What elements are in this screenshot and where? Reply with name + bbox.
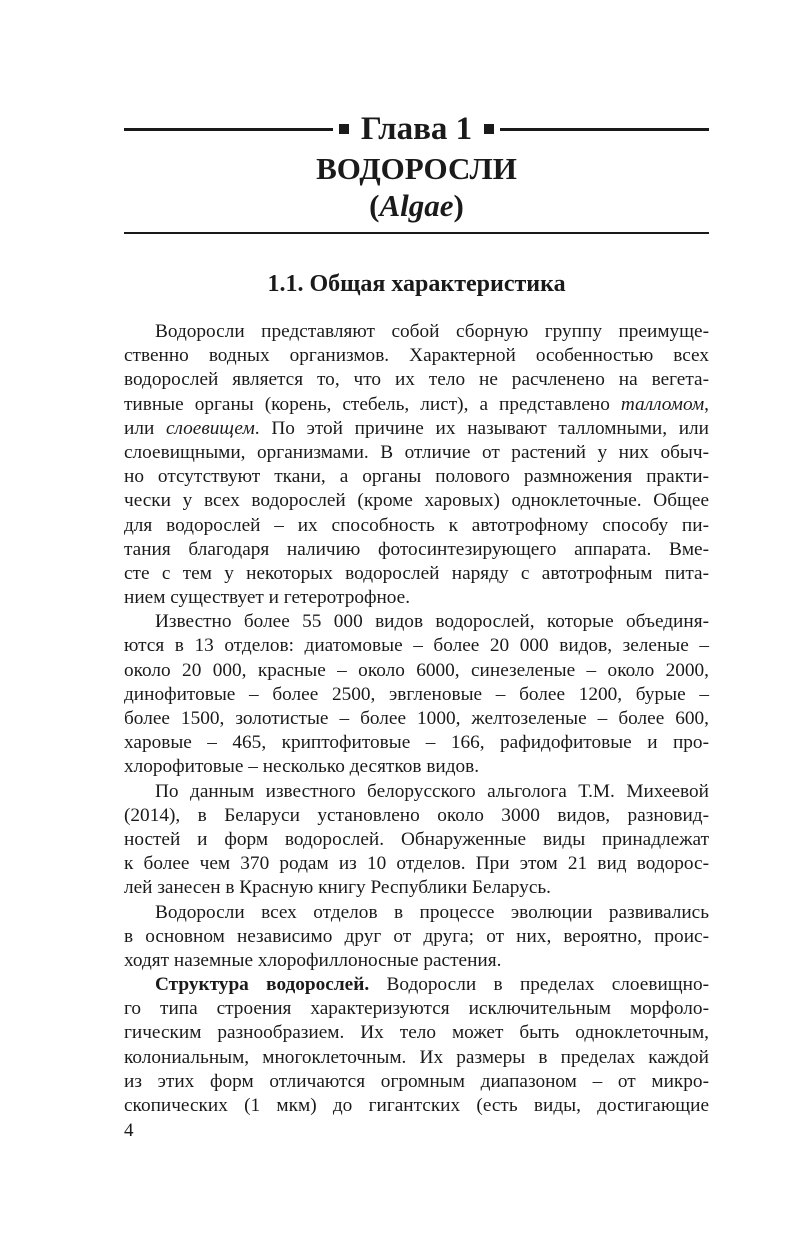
text-line: более 1500, золотистые – более 1000, желтозеленые – более 600, xyxy=(124,708,709,729)
text-line: харовые – 465, криптофитовые – 166, рафидофитовые и про- xyxy=(124,732,709,754)
text-line: Водоросли представляют собой сборную группу преимуще- xyxy=(155,321,709,342)
text-line: ственно водных организмов. Характерной особенностью всех xyxy=(124,345,709,367)
chapter-latin-name: (Algae) xyxy=(369,188,464,223)
text-line: чески у всех водорослей (кроме харовых) одноклеточные. Общее xyxy=(124,490,709,512)
text-line: го типа строения характеризуются исключительным морфоло- xyxy=(124,998,709,1020)
left-square-ornament xyxy=(339,124,349,134)
chapter-header xyxy=(124,106,709,152)
text-line: слоевищными, организмами. В отличие от растений у них обыч- xyxy=(124,441,709,463)
text-line: ностей и форм водорослей. Обнаруженные виды принадлежат xyxy=(124,828,709,850)
text-line: в основном независимо друг от друга; от них, вероятно, проис- xyxy=(124,925,709,947)
term-sloevishche: слоевищем xyxy=(165,417,255,439)
text-line: из этих форм отличаются огромным диапазоном – от микро- xyxy=(124,1070,709,1092)
right-square-ornament xyxy=(484,124,494,134)
text-line: динофитовые – более 2500, эвгленовые – более 1200, бурые – xyxy=(124,683,709,705)
text-line: гическим разнообразием. Их тело может быть одноклеточным, xyxy=(124,1022,709,1044)
text-line: ются в 13 отделов: диатомовые – более 20 000 видов, зеленые – xyxy=(124,635,709,657)
body-text xyxy=(124,320,709,1118)
header-bottom-rule xyxy=(124,232,709,234)
text-line: нием существует и гетеротрофное. xyxy=(124,587,411,609)
paragraph-belarus xyxy=(124,780,709,901)
text-line: скопических (1 мкм) до гигантских (есть виды, достигающие xyxy=(124,1095,709,1116)
structure-lead: Структура водорослей. xyxy=(155,974,370,996)
text-line: Известно более 55 000 видов водорослей, которые объединя- xyxy=(155,611,709,633)
text-line: водорослей является то, что их тело не расчленено на вегета- xyxy=(124,369,709,391)
paragraph-structure xyxy=(124,973,709,1118)
text-line: но отсутствуют ткани, а органы полового размножения практи- xyxy=(124,466,709,488)
text-line: к более чем 370 родам из 10 отделов. При этом 21 вид водорос- xyxy=(124,853,709,875)
term-thallus: талломом xyxy=(620,393,705,415)
text-line: для водорослей – их способность к автотрофному способу пи- xyxy=(124,514,709,536)
page-number: 4 xyxy=(124,1120,134,1141)
text-line: или слоевищем. По этой причине их называют талломными, или xyxy=(124,417,709,439)
text-line: тивные органы (корень, стебель, лист), а представлено талломом, xyxy=(124,393,709,415)
text-line: ходят наземные хлорофиллоносные растения. xyxy=(124,949,502,971)
text-line: около 20 000, красные – около 6000, синезеленые – около 2000, xyxy=(124,659,709,681)
text-line: тания благодаря наличию фотосинтезирующего аппарата. Вме- xyxy=(124,538,709,560)
paragraph-evolution xyxy=(124,901,709,974)
latin-term: Algae xyxy=(379,188,454,223)
text-line: (2014), в Беларуси установлено около 3000 видов, разновид- xyxy=(124,804,709,826)
section-heading: 1.1. Общая характеристика xyxy=(267,271,566,297)
text-line: колониальным, многоклеточным. Их размеры в пределах каждой xyxy=(124,1046,709,1068)
left-rule xyxy=(124,128,333,131)
text-line: лей занесен в Красную книгу Республики Беларусь. xyxy=(124,877,551,899)
text-line: сте с тем у некоторых водорослей наряду с автотрофным пита- xyxy=(124,562,709,584)
right-rule xyxy=(500,128,709,131)
paragraph-general xyxy=(124,320,709,610)
text-line: Водоросли всех отделов в процессе эволюции развивались xyxy=(155,901,709,923)
chapter-label: Глава 1 xyxy=(360,110,473,147)
text-line: По данным известного белорусского альголога Т.М. Михеевой xyxy=(155,780,709,802)
paragraph-species-count xyxy=(124,610,709,779)
text-line: Структура водорослей. Водоросли в пределах слоевищно- xyxy=(155,974,709,996)
text-line: хлорофитовые – несколько десятков видов. xyxy=(124,756,480,778)
chapter-title: ВОДОРОСЛИ xyxy=(316,151,517,186)
